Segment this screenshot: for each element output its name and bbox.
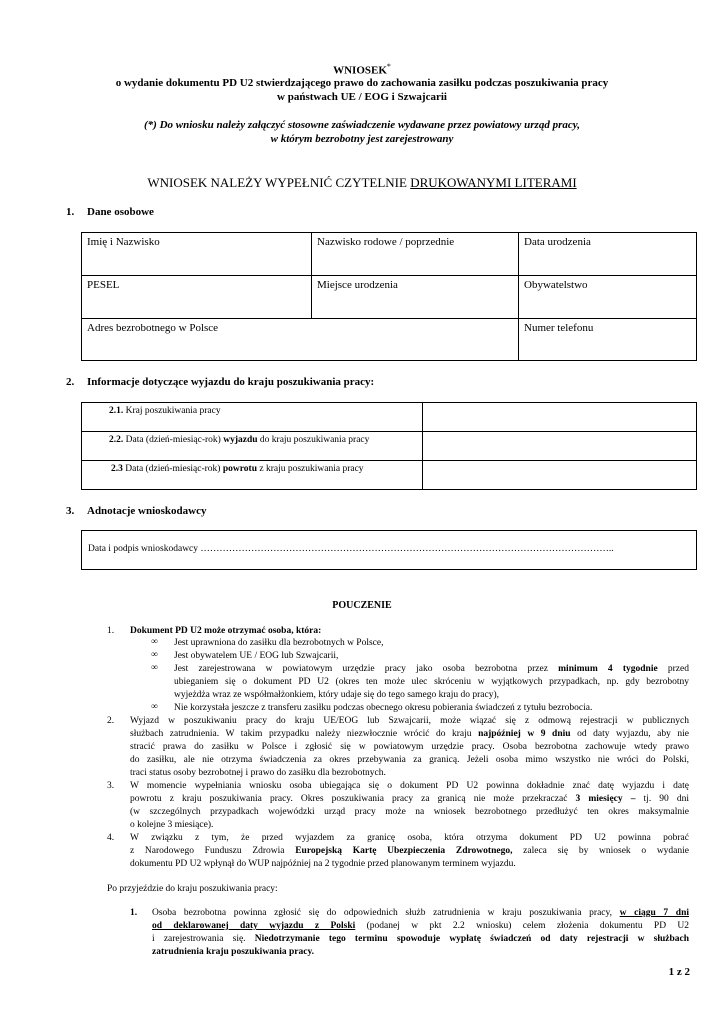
row-departure-date-label: 2.2. Data (dzień-miesiąc-rok) wyjazdu do kraju poszukiwania pracy: [82, 432, 423, 461]
item1-title: Dokument PD U2 może otrzymać osoba, która:: [130, 626, 322, 636]
section1-title: Dane osobowe: [87, 206, 154, 218]
section2-number: 2.: [66, 376, 75, 388]
country-input[interactable]: [423, 403, 697, 432]
departure-date-input[interactable]: [423, 432, 697, 461]
item3-line3: (w szczególnych przypadkach wojewódzki urząd pracy może na wniosek bezrobotnego przedłużyć ten okres maksymalnie: [130, 807, 689, 817]
final-item-line1: Osoba bezrobotna powinna zgłosić się do odpowiednich służb zatrudnienia w kraju poszukiwania pracy, w ciągu 7 dni: [152, 908, 689, 918]
phone-field[interactable]: Numer telefonu: [519, 319, 697, 361]
item2-line3: stracić prawa do zasiłku w Polsce i zgłosić się w powiatowym urzędzie pracy. Osoba bezrobotna zachowuje wtedy prawo: [130, 742, 689, 752]
attachment-note-line1: (*) Do wniosku należy załączyć stosowne zaświadczenie wydawane przez powiatowy urząd pracy,: [144, 119, 580, 131]
birth-place-field[interactable]: Miejsce urodzenia: [312, 276, 519, 319]
condition-3-line1: Jest zarejestrowana w powiatowym urzędzie pracy jako osoba bezrobotna przez minimum 4 tygodnie przed: [174, 664, 689, 674]
condition-3-line2: ubieganiem się o dokument PD U2 (okres ten może ulec skróceniu w wyjątkowych przypadkach, np. gdy bezrobotny: [174, 677, 689, 687]
final-item-line4: zatrudnienia kraju poszukiwania pracy.: [152, 947, 315, 957]
condition-4: Nie korzystała jeszcze z transferu zasiłku podczas obecnego okresu pobierania świadczeń z tytułu bezrobocia.: [174, 703, 593, 713]
item2-number: 2.: [107, 716, 115, 726]
pouczenie-title: POUCZENIE: [332, 600, 392, 611]
attachment-note-line2: w którym bezrobotny jest zarejestrowany: [270, 133, 454, 145]
item2-line1: Wyjazd w poszukiwaniu pracy do kraju UE/EOG lub Szwajcarii, może wiązać się z odmową rejestracji w publicznych: [130, 716, 689, 726]
birth-date-field[interactable]: Data urodzenia: [519, 233, 697, 276]
condition-2: Jest obywatelem UE / EOG lub Szwajcarii,: [174, 651, 339, 661]
row-return-date-label: 2.3 Data (dzień-miesiąc-rok) powrotu z kraju poszukiwania pracy: [82, 461, 423, 490]
item2-line2: służbach zatrudnienia. W takim przypadku należy niezwłocznie wrócić do kraju najpóźniej w 9 dniu od daty wyjazdu, aby nie: [130, 729, 689, 739]
bullet-icon: ∞: [151, 702, 158, 712]
item3-line2: powrotu z kraju poszukiwania pracy. Okres poszukiwania pracy za granicą nie może przekraczać 3 miesięcy – tj. 90 dni: [130, 794, 690, 804]
item4-line2: z Narodowego Funduszu Zdrowia Europejską Kartę Ubezpieczenia Zdrowotnego, zaleca się by wniosek o wydanie: [130, 846, 690, 856]
bullet-icon: ∞: [151, 663, 158, 673]
item4-line3: dokumentu PD U2 wpłynął do WUP najpóźniej na 2 tygodnie przed planowanym terminem wyjazdu.: [130, 859, 516, 869]
item3-line4: o kolejne 3 miesiące).: [130, 820, 214, 830]
condition-1: Jest uprawniona do zasiłku dla bezrobotnych w Polsce,: [174, 638, 384, 648]
signature-label: Data i podpis wnioskodawcy …………………………………………………………………………………………………………………..: [88, 544, 614, 554]
final-item-line2: od deklarowanej daty wyjazdu z Polski (podanej w pkt 2.2 wniosku) celem złożenia dokumentu PD U2: [152, 921, 690, 931]
item3-line1: W momencie wypełniania wniosku osoba ubiegająca się o dokument PD U2 powinna dokładnie znać datę wyjazdu i datę: [130, 781, 689, 791]
after-arrival-heading: Po przyjeździe do kraju poszukiwania pracy:: [107, 884, 278, 894]
final-item-line3: i zarejestrowania się. Niedotrzymanie tego terminu spowoduje wypłatę świadczeń od daty rejestracji w służbach: [152, 934, 690, 944]
departure-info-table: [81, 402, 697, 490]
signature-box[interactable]: [81, 530, 697, 570]
return-date-input[interactable]: [423, 461, 697, 490]
pesel-field[interactable]: PESEL: [82, 276, 312, 319]
condition-3-line3: wyjeżdża wraz ze współmałżonkiem, który udaje się do tego samego kraju do pracy),: [174, 690, 499, 700]
page-number: 1 z 2: [668, 966, 690, 978]
form-subtitle-line1: o wydanie dokumentu PD U2 stwierdzającego prawo do zachowania zasiłku podczas poszukiwania pracy: [115, 77, 609, 89]
form-subtitle-line2: w państwach UE / EOG i Szwajcarii: [277, 91, 447, 103]
final-item-number: 1.: [130, 908, 138, 918]
item4-line1: W związku z tym, że przed wyjazdem za granicę osoba, która otrzyma dokument PD U2 powinna pobrać: [130, 833, 689, 843]
name-field[interactable]: Imię i Nazwisko: [82, 233, 312, 276]
citizenship-field[interactable]: Obywatelstwo: [519, 276, 697, 319]
item4-number: 4.: [107, 833, 115, 843]
section3-title: Adnotacje wnioskodawcy: [87, 505, 207, 517]
item2-line4: do zasiłku, ale nie otrzyma świadczenia za okres przebywania za granicą. Jeżeli osoba mimo wszystko nie wróci do Polski,: [130, 755, 689, 765]
bullet-icon: ∞: [151, 637, 158, 647]
bullet-icon: ∞: [151, 650, 158, 660]
fill-instruction: WNIOSEK NALEŻY WYPEŁNIĆ CZYTELNIE DRUKOWANYMI LITERAMI: [147, 175, 577, 190]
item1-number: 1.: [107, 626, 115, 636]
section3-number: 3.: [66, 505, 75, 517]
personal-data-table: [81, 232, 697, 361]
item3-number: 3.: [107, 781, 115, 791]
section2-title: Informacje dotyczące wyjazdu do kraju poszukiwania pracy:: [87, 376, 375, 388]
item2-line5: traci status osoby bezrobotnej i prawo do zasiłku dla bezrobotnych.: [130, 768, 386, 778]
row-country-label: 2.1. Kraj poszukiwania pracy: [82, 403, 423, 432]
form-title: WNIOSEK*: [333, 62, 391, 77]
address-field[interactable]: Adres bezrobotnego w Polsce: [82, 319, 519, 361]
section1-number: 1.: [66, 206, 75, 218]
family-name-field[interactable]: Nazwisko rodowe / poprzednie: [312, 233, 519, 276]
